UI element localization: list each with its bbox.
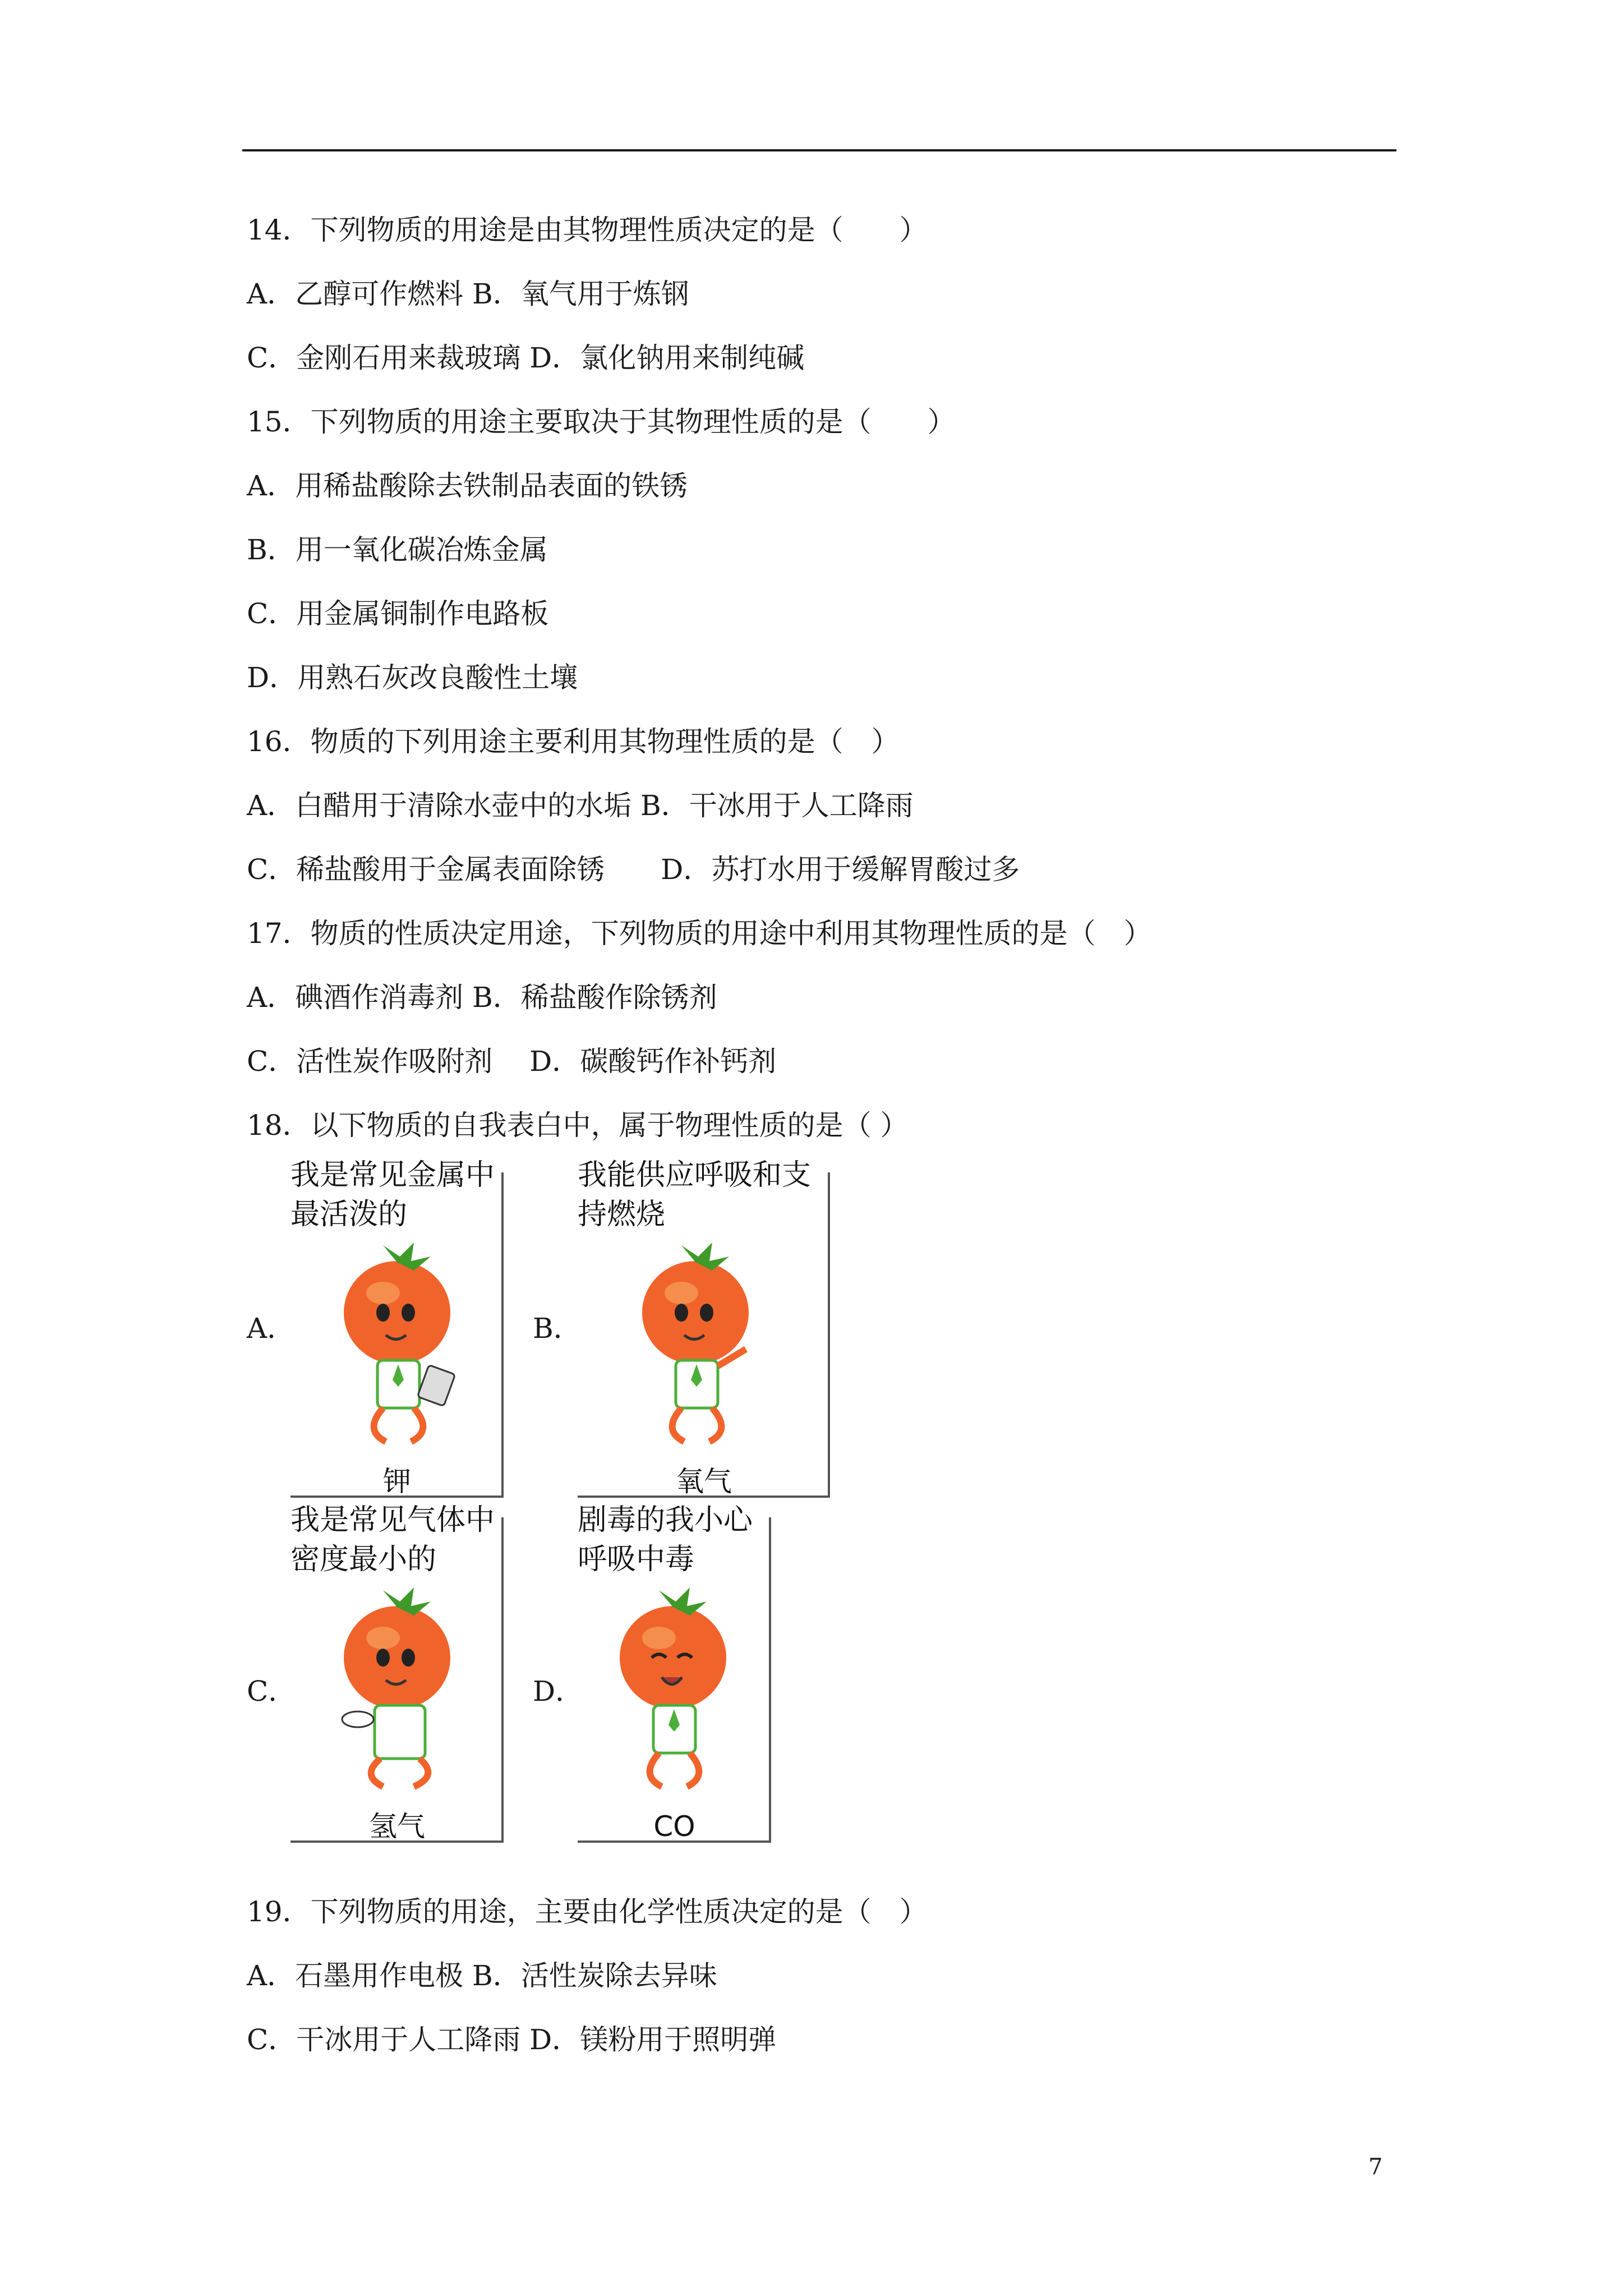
q15-option-d: D．用熟石灰改良酸性土壤 xyxy=(247,661,578,694)
q18-label-c: C． xyxy=(247,1675,297,1708)
q18-label-b: B． xyxy=(533,1312,582,1345)
q15-option-b: B．用一氧化碳冶炼金属 xyxy=(247,533,548,566)
tomato-hydrogen-icon xyxy=(330,1585,470,1798)
q17-stem: 17．物质的性质决定用途，下列物质的用途中利用其物理性质的是（ ） xyxy=(247,917,1152,950)
q18-card-d xyxy=(578,1501,771,1843)
header-rule xyxy=(242,149,1396,151)
card-caption: 剧毒的我小心呼吸中毒 xyxy=(578,1503,753,1576)
card-caption: 我是常见气体中密度最小的 xyxy=(291,1503,495,1576)
card-caption: 我是常见金属中最活泼的 xyxy=(291,1158,495,1231)
q17-options-cd: C．活性炭作吸附剂 D．碳酸钙作补钙剂 xyxy=(247,1045,777,1078)
q18-label-d: D． xyxy=(533,1675,584,1708)
q14-stem: 14．下列物质的用途是由其物理性质决定的是（ ） xyxy=(247,214,928,246)
q16-options-cd: C．稀盐酸用于金属表面除锈 D．苏打水用于缓解胃酸过多 xyxy=(247,853,1020,886)
q15-stem: 15．下列物质的用途主要取决于其物理性质的是（ ） xyxy=(247,406,956,438)
q18-card-a xyxy=(291,1156,504,1498)
card-name: 氢气 xyxy=(369,1810,425,1843)
tomato-oxygen-icon xyxy=(628,1240,768,1453)
q14-options-ab: A．乙醇可作燃料 B．氧气用于炼钢 xyxy=(247,278,689,310)
q14-options-cd: C．金刚石用来裁玻璃 D．氯化钠用来制纯碱 xyxy=(247,342,805,374)
q19-options-cd: C．干冰用于人工降雨 D．镁粉用于照明弹 xyxy=(247,2023,777,2056)
tomato-co-icon xyxy=(606,1585,746,1798)
card-name: 钾 xyxy=(383,1465,411,1498)
q17-options-ab: A．碘酒作消毒剂 B．稀盐酸作除锈剂 xyxy=(247,981,717,1014)
tomato-potassium-icon xyxy=(330,1240,470,1453)
card-caption: 我能供应呼吸和支持燃烧 xyxy=(578,1158,811,1231)
q15-option-c: C．用金属铜制作电路板 xyxy=(247,597,549,630)
page-number: 7 xyxy=(1368,2154,1383,2180)
q18-label-a: A． xyxy=(247,1312,296,1345)
q18-stem: 18．以下物质的自我表白中，属于物理性质的是（ ） xyxy=(247,1109,909,1142)
q19-options-ab: A．石墨用作电极 B．活性炭除去异味 xyxy=(247,1959,717,1992)
q16-stem: 16．物质的下列用途主要利用其物理性质的是（ ） xyxy=(247,725,900,758)
q18-card-b xyxy=(578,1156,830,1498)
q16-options-ab: A．白醋用于清除水壶中的水垢 B．干冰用于人工降雨 xyxy=(247,789,914,822)
q18-card-c xyxy=(291,1501,504,1843)
q19-stem: 19．下列物质的用途，主要由化学性质决定的是（ ） xyxy=(247,1895,928,1928)
card-name: 氧气 xyxy=(676,1465,732,1498)
card-name: CO xyxy=(653,1810,695,1843)
q15-option-a: A．用稀盐酸除去铁制品表面的铁锈 xyxy=(247,470,688,502)
